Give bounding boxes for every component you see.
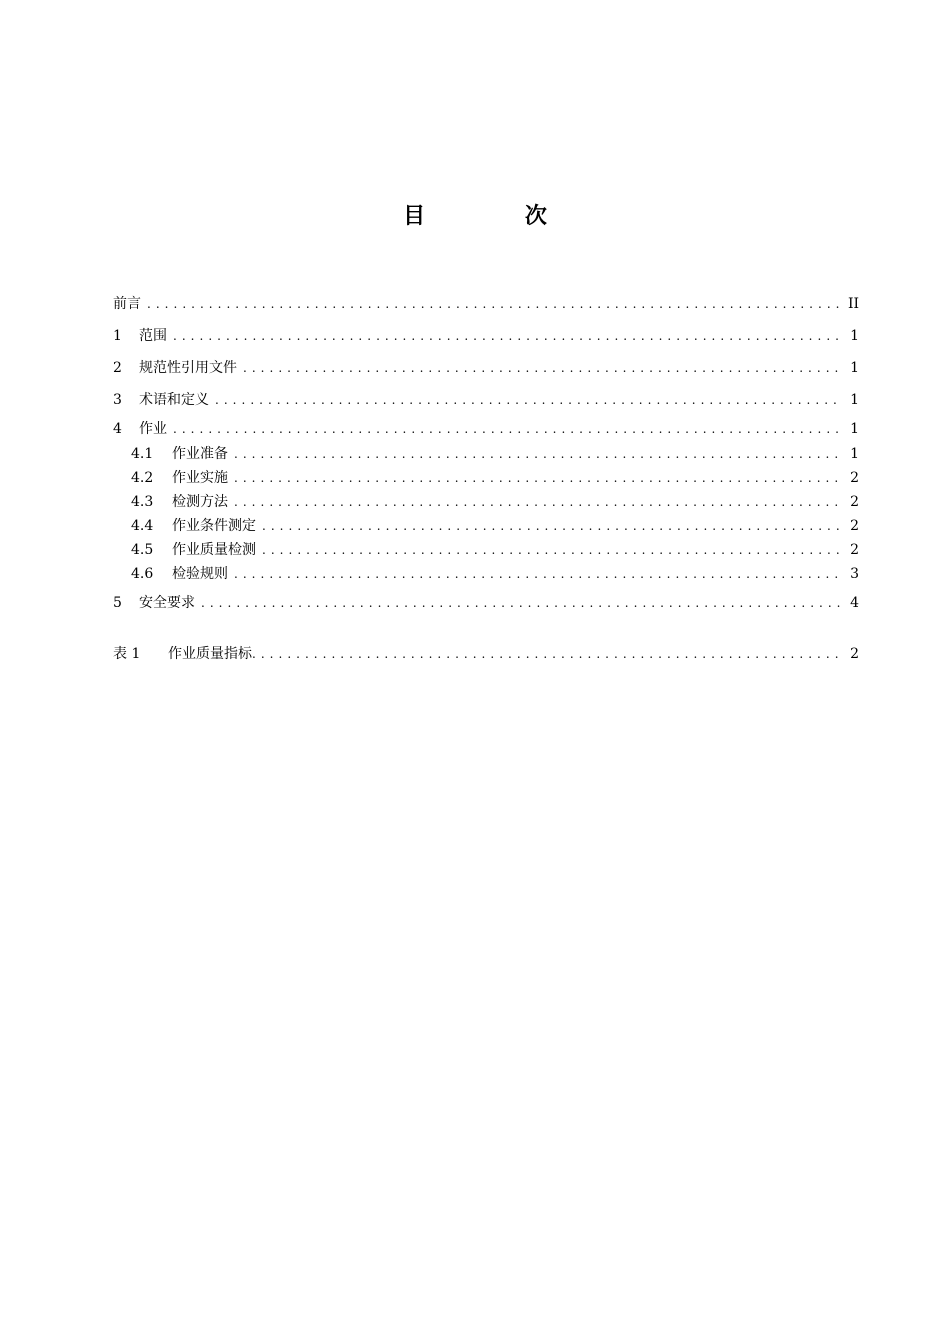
toc-entry-label: 范围 [139,328,167,344]
toc-entry-page: 2 [850,494,859,510]
toc-entry-4[interactable] [113,416,859,442]
toc-entry-label: 检测方法 [172,494,228,510]
toc-entry-page: 2 [850,518,859,534]
toc-entry-label: 作业 [139,421,167,437]
toc-entry-table-1[interactable] [113,638,859,670]
toc-entry-label: 作业条件测定 [172,518,256,534]
toc-entry-1[interactable] [113,320,859,352]
toc-entry-4-1[interactable] [113,442,859,466]
toc-entry-page: 1 [850,360,859,376]
toc-entry-number: 4.6 [131,566,154,582]
toc-list [113,288,859,670]
dot-leader [243,358,841,378]
toc-entry-page: 3 [850,566,859,582]
toc-entry-3[interactable] [113,384,859,416]
toc-entry-number: 5 [113,595,122,611]
toc-entry-number: 4 [113,421,122,437]
toc-entry-label: 作业质量检测 [172,542,256,558]
toc-entry-2[interactable] [113,352,859,384]
toc-entry-number: 1 [113,328,122,344]
toc-entry-page: 1 [850,421,859,437]
toc-entry-label: 检验规则 [172,566,228,582]
dot-leader [173,419,841,439]
toc-entry-number: 4.1 [131,446,154,462]
toc-entry-page: 1 [850,446,859,462]
toc-entry-4-6[interactable] [113,562,859,586]
toc-entry-4-5[interactable] [113,538,859,562]
dot-leader [201,593,841,613]
toc-entry-4-3[interactable] [113,490,859,514]
toc-entry-4-4[interactable] [113,514,859,538]
toc-entry-label: 安全要求 [139,595,195,611]
toc-entry-page: 2 [850,646,859,662]
toc-entry-number: 3 [113,392,122,408]
toc-entry-label: 术语和定义 [139,392,209,408]
toc-entry-number: 4.2 [131,470,154,486]
toc-entry-page: 4 [850,595,859,611]
dot-leader [252,644,841,664]
dot-leader [173,326,841,346]
toc-entry-label: 前言 [113,296,141,312]
toc-entry-page: II [847,296,859,312]
toc-entry-number: 4.3 [131,494,154,510]
toc-entry-label: 作业质量指标 [168,646,252,662]
dot-leader [234,492,841,512]
toc-entry-label: 作业准备 [172,446,228,462]
toc-entry-page: 1 [850,328,859,344]
toc-entry-number: 4.5 [131,542,154,558]
toc-entry-number: 4.4 [131,518,154,534]
toc-entry-page: 2 [850,470,859,486]
toc-entry-5[interactable] [113,586,859,620]
dot-leader [215,390,841,410]
toc-entry-number: 表 1 [113,646,141,662]
dot-leader [234,468,841,488]
dot-leader [147,294,841,314]
toc-entry-label: 作业实施 [172,470,228,486]
toc-entry-label: 规范性引用文件 [139,360,237,376]
toc-entry-4-2[interactable] [113,466,859,490]
toc-entry-page: 2 [850,542,859,558]
dot-leader [262,540,841,560]
dot-leader [262,516,841,536]
toc-entry-page: 1 [850,392,859,408]
dot-leader [234,444,841,464]
dot-leader [234,564,841,584]
toc-entry-foreword[interactable] [113,288,859,320]
toc-title: 目 次 [403,204,593,229]
toc-entry-number: 2 [113,360,122,376]
